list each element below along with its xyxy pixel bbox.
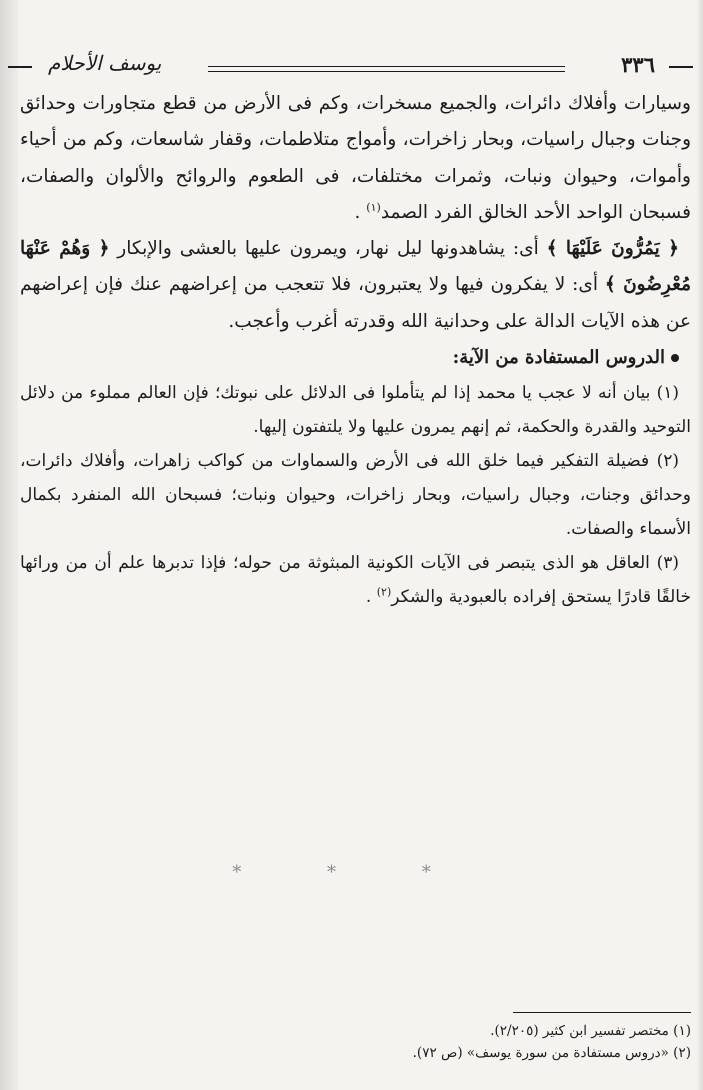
section-heading (20, 340, 691, 376)
paragraph-text: أى: لا يفكرون فيها ولا يعتبرون، فلا تتعجب من إعراضهم عنك فإن إعراضهم عن هذه الآيات الدالة على وحدانية الله وقدرته أغرب وأعجب. (20, 274, 691, 332)
header-dash-right (669, 66, 693, 68)
paragraph (20, 86, 691, 231)
section-separator: * * * (232, 862, 471, 883)
page-body (20, 86, 691, 614)
footnote-ref: (٢) (376, 585, 392, 599)
page-header (8, 52, 693, 78)
paragraph-text: أى: يشاهدونها ليل نهار، ويمرون عليها بالعشى والإبكار (109, 238, 547, 260)
page-number: ٣٣٦ (621, 52, 655, 77)
lesson-item (20, 546, 691, 614)
lesson-text: (٣) العاقل هو الذى يتبصر فى الآيات الكونية المبثوثة من حوله؛ فإذا تدبرها علم أن من ورائها خالقًا قادرًا يستحق إفراده بالعبودية والشكر (20, 553, 691, 608)
paragraph (20, 231, 691, 340)
footnote: (٢) «دروس مستفادة من سورة يوسف» (ص ٧٢). (412, 1045, 691, 1061)
footnote-rule (513, 1012, 691, 1013)
paragraph-text: وسيارات وأفلاك دائرات، والجميع مسخرات، وكم فى الأرض من قطع متجاورات وحدائق وجنات وجبال راسيات، وبحار زاخرات، وأمواج متلاطمات، وقفار شاسعات، وكم من أحياء وأموات، وحيوان ونبات، وثمرات مختلفات، فى الطعوم والروائح والألوان والصفات، فسبحان الواحد الأحد الخالق الفرد الصمد (20, 93, 691, 223)
lesson-end: . (365, 587, 377, 608)
lesson-item: (١) بيان أنه لا عجب يا محمد إذا لم يتأملوا فى الدلائل على نبوتك؛ فإن العالم مملوء من دلائل التوحيد والقدرة والحكمة، ثم إنهم يمرون عليها ولا يلتفتون إليها. (20, 383, 691, 438)
running-title: يوسف الأحلام (48, 51, 162, 75)
lessons-list (20, 376, 691, 614)
paragraph-end: . (354, 201, 367, 223)
bullet-icon (671, 354, 679, 362)
header-dash-left (8, 66, 32, 68)
footnote-ref: (١) (366, 200, 381, 214)
footnote: (١) مختصر تفسير ابن كثير (٢/٢٠٥). (490, 1023, 691, 1039)
lesson-item: (٢) فضيلة التفكير فيما خلق الله فى الأرض والسماوات من كواكب زاهرات، وأفلاك دائرات، وحدائق وجنات، وجبال راسيات، وبحار زاخرات، وحيوان ونبات؛ فسبحان الله المنفرد بكمال الأسماء والصفات. (20, 451, 691, 540)
quran-verse: ﴿ وَهُمْ عَنْهَا مُعْرِضُونَ ﴾ (20, 238, 691, 296)
footnotes (20, 1020, 691, 1064)
header-double-rule (208, 66, 565, 72)
section-heading-text: الدروس المستفادة من الآية: (452, 347, 665, 369)
quran-verse: ﴿ يَمُرُّونَ عَلَيْهَا ﴾ (546, 238, 680, 260)
